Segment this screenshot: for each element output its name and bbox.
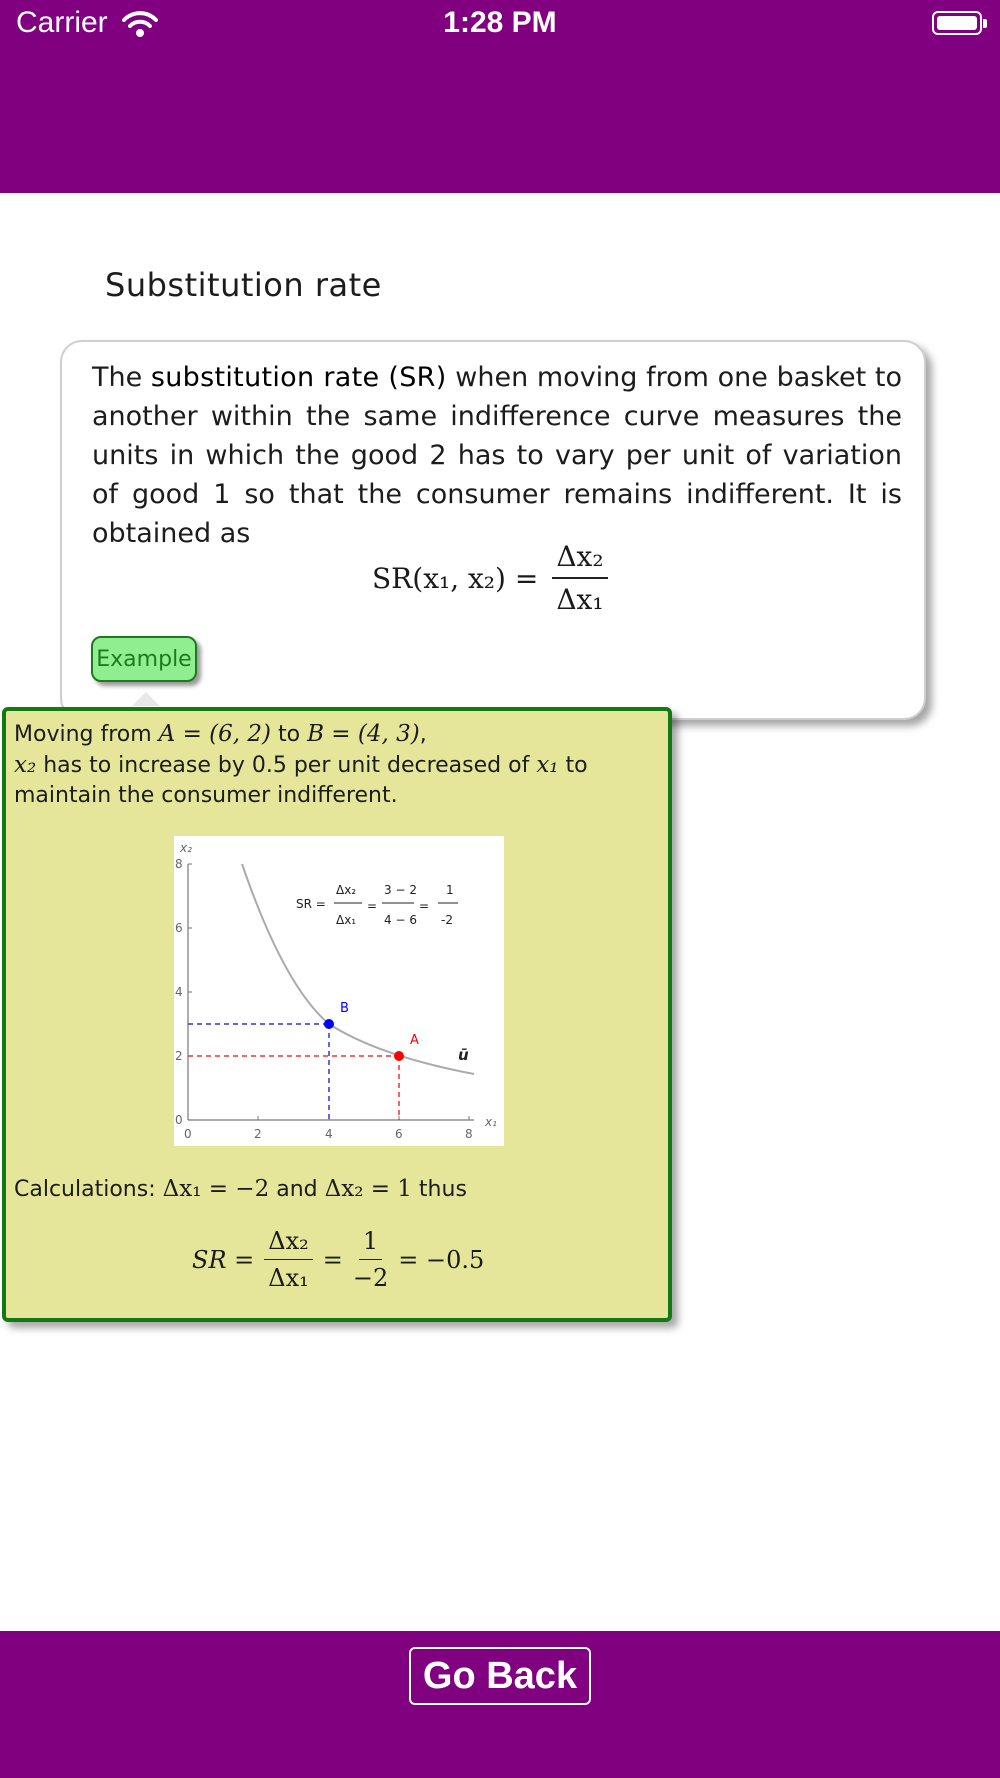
example-text: to bbox=[271, 722, 308, 747]
example-popup bbox=[2, 707, 672, 1322]
y-tick: 0 bbox=[175, 1113, 183, 1127]
example-button[interactable]: Example bbox=[91, 636, 197, 682]
definition-term: substitution rate (SR) bbox=[150, 362, 447, 393]
sr-result: = −0.5 bbox=[398, 1245, 485, 1274]
calculations-line bbox=[14, 1176, 467, 1202]
indifference-curve-graph bbox=[174, 836, 504, 1146]
point-b-coords: B = (4, 3) bbox=[307, 721, 420, 747]
indifference-curve bbox=[242, 864, 474, 1074]
formula-lhs: SR(x₁, x₂) = bbox=[372, 561, 539, 595]
definition-text-end: when moving from one basket to another within the same indifference curve measures the units in which the good 2 has to vary per unit of variation of good 1 so that the consumer remains indifferent. It is obtained as bbox=[92, 362, 902, 549]
sr-calculation bbox=[192, 1227, 484, 1292]
status-bar bbox=[0, 0, 1000, 50]
sr-denominator: Δx₁ bbox=[268, 1264, 309, 1292]
sr-numerator: Δx₂ bbox=[264, 1227, 313, 1260]
page-title: Substitution rate bbox=[105, 266, 382, 304]
example-description bbox=[14, 719, 669, 811]
go-back-button[interactable]: Go Back bbox=[409, 1647, 591, 1705]
dx2-expression: Δx₂ = 1 bbox=[324, 1176, 412, 1202]
y-tick: 2 bbox=[175, 1049, 183, 1063]
x-tick: 8 bbox=[465, 1127, 473, 1141]
sr-numerator: 1 bbox=[359, 1227, 382, 1260]
calc-text: thus bbox=[411, 1177, 467, 1202]
sr-denominator: −2 bbox=[352, 1264, 389, 1292]
x-tick: 0 bbox=[184, 1127, 192, 1141]
x-tick: 2 bbox=[254, 1127, 262, 1141]
var-x2: x₂ bbox=[14, 752, 37, 778]
sr-fraction-1 bbox=[264, 1227, 313, 1292]
definition-text-start: The bbox=[92, 362, 151, 393]
sr-fraction-2 bbox=[353, 1227, 388, 1292]
clock: 1:28 PM bbox=[443, 6, 557, 39]
battery-icon bbox=[932, 11, 982, 35]
y-tick: 4 bbox=[175, 985, 183, 999]
point-a-label: A bbox=[410, 1033, 419, 1048]
sr-equals: = bbox=[322, 1245, 343, 1274]
curve-label: ū bbox=[458, 1046, 469, 1064]
annotation-den: Δx₁ bbox=[336, 913, 357, 927]
y-tick: 6 bbox=[175, 921, 183, 935]
annotation-eq: = bbox=[367, 899, 378, 913]
sr-formula bbox=[372, 540, 608, 616]
annotation-lhs: SR = bbox=[296, 897, 326, 911]
calc-text: and bbox=[269, 1177, 325, 1202]
popup-pointer bbox=[132, 692, 160, 706]
definition-text bbox=[92, 358, 902, 553]
x-tick: 6 bbox=[395, 1127, 403, 1141]
y-tick: 8 bbox=[175, 857, 183, 871]
sr-lhs: SR = bbox=[192, 1245, 255, 1274]
annotation-eq: = bbox=[419, 899, 430, 913]
annotation-den: -2 bbox=[441, 913, 453, 927]
example-text: to maintain the consumer indifferent. bbox=[14, 753, 588, 808]
dx1-expression: Δx₁ = −2 bbox=[162, 1176, 270, 1202]
annotation-num: Δx₂ bbox=[336, 883, 357, 897]
formula-numerator: Δx₂ bbox=[552, 540, 607, 579]
point-b bbox=[324, 1019, 334, 1029]
calc-label: Calculations: bbox=[14, 1177, 163, 1202]
top-navigation-bar bbox=[0, 0, 1000, 193]
formula-fraction bbox=[552, 540, 607, 616]
annotation-den: 4 − 6 bbox=[384, 913, 417, 927]
example-text: Moving from bbox=[14, 722, 159, 747]
battery-cap bbox=[983, 19, 987, 28]
point-a-coords: A = (6, 2) bbox=[158, 721, 272, 747]
y-axis-label: x₂ bbox=[180, 841, 192, 855]
formula-denominator: Δx₁ bbox=[556, 583, 604, 616]
annotation-num: 1 bbox=[446, 883, 454, 897]
point-b-label: B bbox=[340, 1001, 349, 1016]
x-axis-label: x₁ bbox=[485, 1115, 497, 1129]
x-tick: 4 bbox=[325, 1127, 333, 1141]
point-a bbox=[394, 1051, 404, 1061]
example-text: has to increase by 0.5 per unit decreased of bbox=[36, 753, 537, 778]
example-text: , bbox=[419, 722, 427, 747]
var-x1: x₁ bbox=[536, 752, 559, 778]
annotation-num: 3 − 2 bbox=[384, 883, 417, 897]
carrier-label: Carrier bbox=[16, 6, 108, 39]
